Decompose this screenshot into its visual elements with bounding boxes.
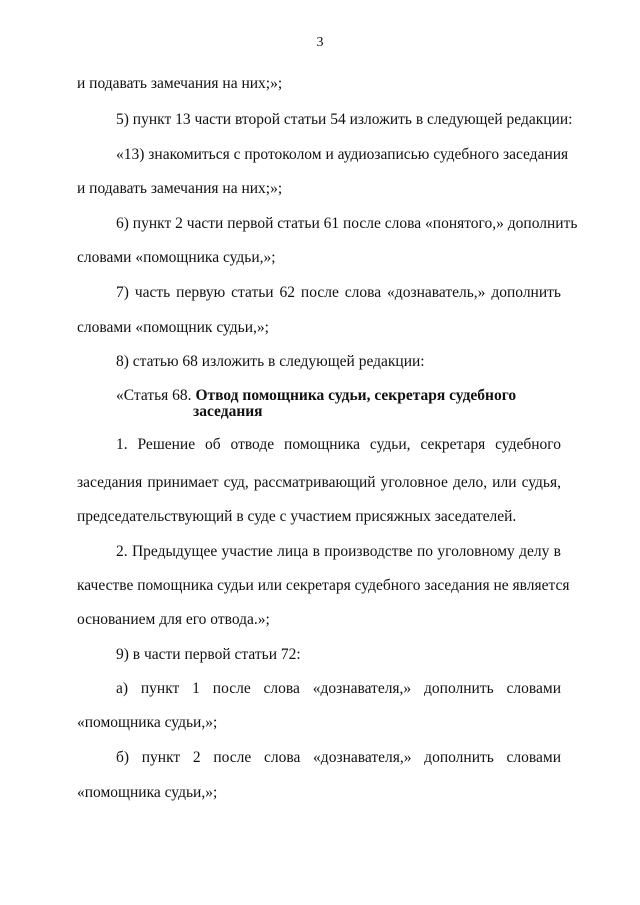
article-heading [116,388,516,404]
text-line: словами «помощник судьи,»; [77,319,269,336]
text-line: 7) часть первую статьи 62 после слова «дознаватель,» дополнить [116,284,561,301]
text-line: «13) знакомиться с протоколом и аудиозаписью судебного заседания [116,146,569,163]
text-line: 5) пункт 13 части второй статьи 54 изложить в следующей редакции: [116,111,573,128]
text-line: основанием для его отвода.»; [77,611,270,628]
text-line: заседания принимает суд, рассматривающий уголовное дело, или судья, [77,474,561,491]
text-line: председательствующий в суде с участием присяжных заседателей. [77,508,517,525]
article-prefix: «Статья 68. [116,387,196,404]
page-number: 3 [316,35,324,50]
text-line: б) пункт 2 после слова «дознавателя,» дополнить словами [116,749,561,766]
text-line: «помощника судьи,»; [77,784,218,801]
text-line: 8) статью 68 изложить в следующей редакции: [116,353,425,370]
text-line: «помощника судьи,»; [77,714,218,731]
article-title-bold: Отвод помощника судьи, секретаря судебного [195,387,517,404]
text-line: 2. Предыдущее участие лица в производстве по уголовному делу в [116,543,561,560]
text-line: 1. Решение об отводе помощника судьи, секретаря судебного [116,436,561,453]
text-line: 6) пункт 2 части первой статьи 61 после слова «понятого,» дополнить [116,215,578,232]
text-line: а) пункт 1 после слова «дознавателя,» дополнить словами [116,680,561,697]
text-line: 9) в части первой статьи 72: [116,646,301,663]
text-line: словами «помощника судьи,»; [77,249,276,266]
article-title-continuation: заседания [193,403,263,420]
text-line: и подавать замечания на них;»; [77,75,283,92]
text-line: и подавать замечания на них;»; [77,180,283,197]
text-line: качестве помощника судьи или секретаря судебного заседания не является [77,577,570,594]
